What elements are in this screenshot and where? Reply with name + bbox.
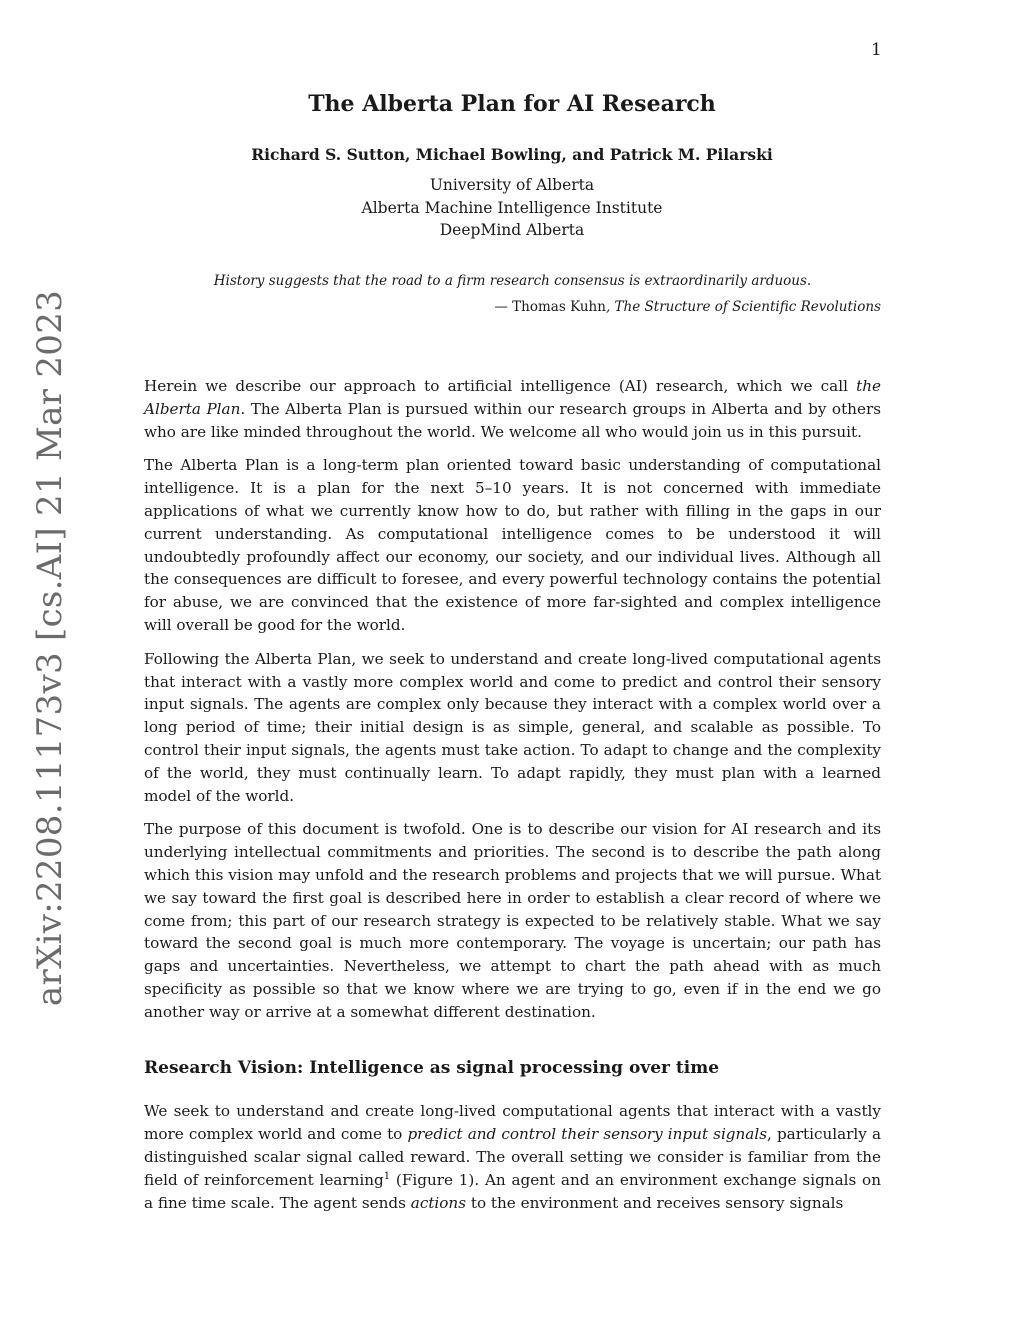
page-number: 1 (871, 40, 882, 60)
paragraph-agents: Following the Alberta Plan, we seek to understand and create long-lived computational agents that interact with a vastly more complex world and come to predict and control their sensory input signals. The agents are complex only because they interact with a complex world over a long period of time; their initial design is as simple, general, and scalable as possible. To control their input signals, the agents must take action. To adapt to change and the complexity of the world, they must continually learn. To adapt rapidly, they must plan with a learned model of the world. (144, 649, 881, 805)
section-heading: Research Vision: Intelligence as signal processing over time (144, 1057, 720, 1078)
emphasis-text: actions (410, 1193, 467, 1212)
paragraph-long-term-plan: The Alberta Plan is a long-term plan oriented toward basic understanding of computational intelligence. It is a plan for the next 5–10 years. It is not concerned with immediate applications of what we currently know how to do, but rather with filling in the gaps in our current understanding. As computational intelligence comes to be understood it will undoubtedly profoundly affect our economy, our society, and our individual lives. Although all the consequences are difficult to foresee, and every powerful technology contains the potential for abuse, we are convinced that the existence of more far-sighted and complex intelligence will overall be good for the world. (144, 456, 881, 634)
affiliation-block (0, 174, 1024, 242)
footnote-marker[interactable]: 1 (383, 1170, 391, 1182)
epigraph-quote: History suggests that the road to a firm research consensus is extraordinarily arduous. (213, 273, 812, 289)
epigraph-author: — Thomas Kuhn (494, 299, 606, 315)
affiliation-line: DeepMind Alberta (439, 221, 585, 239)
epigraph-attribution (144, 299, 881, 315)
paragraph-text: (Figure 1). An agent and an environment exchange signals on a fine time scale. The agent sends (144, 1170, 881, 1212)
author-list: Richard S. Sutton, Michael Bowling, and Patrick M. Pilarski (251, 145, 773, 164)
paragraph-text: , particularly a distinguished scalar signal called reward. The overall setting we consider is familiar from the field of reinforcement learning (144, 1125, 881, 1189)
paragraph-research-vision (144, 1100, 881, 1214)
epigraph-work: , The Structure of Scientific Revolutions (605, 299, 881, 315)
affiliation-line: University of Alberta (429, 176, 595, 194)
paragraph-text: We seek to understand and create long-lived computational agents that interact with a vastly more complex world and come to (144, 1102, 881, 1144)
emphasis-text: predict and control their sensory input signals (407, 1125, 768, 1144)
body-text (144, 375, 881, 1225)
emphasis-text: the Alberta Plan (144, 377, 881, 418)
paragraph-intro (144, 375, 881, 443)
paragraph-text: to the environment and receives sensory signals (466, 1193, 844, 1212)
paragraph-text: . The Alberta Plan is pursued within our research groups in Alberta and by others who are like minded throughout the world. We welcome all who would join us in this pursuit. (144, 399, 881, 441)
epigraph (144, 272, 881, 315)
affiliation-line: Alberta Machine Intelligence Institute (361, 198, 663, 217)
paragraph-text: Herein we describe our approach to artificial intelligence (AI) research, which we call (144, 377, 857, 395)
arxiv-identifier: arXiv:2208.11173v3 [cs.AI] 21 Mar 2023 (30, 289, 70, 1007)
paper-title: The Alberta Plan for AI Research (308, 91, 716, 117)
paragraph-purpose: The purpose of this document is twofold. One is to describe our vision for AI research and its underlying intellectual commitments and priorities. The second is to describe the path along which this vision may unfold and the research problems and projects that we will pursue. What we say toward the first goal is described here in order to establish a clear record of where we come from; this part of our research strategy is expected to be relatively stable. What we say toward the second goal is much more contemporary. The voyage is uncertain; our path has gaps and uncertainties. Nevertheless, we attempt to chart the path ahead with as much specificity as possible so that we know where we are trying to go, even if in the end we go another way or arrive at a somewhat different destination. (144, 820, 881, 1021)
